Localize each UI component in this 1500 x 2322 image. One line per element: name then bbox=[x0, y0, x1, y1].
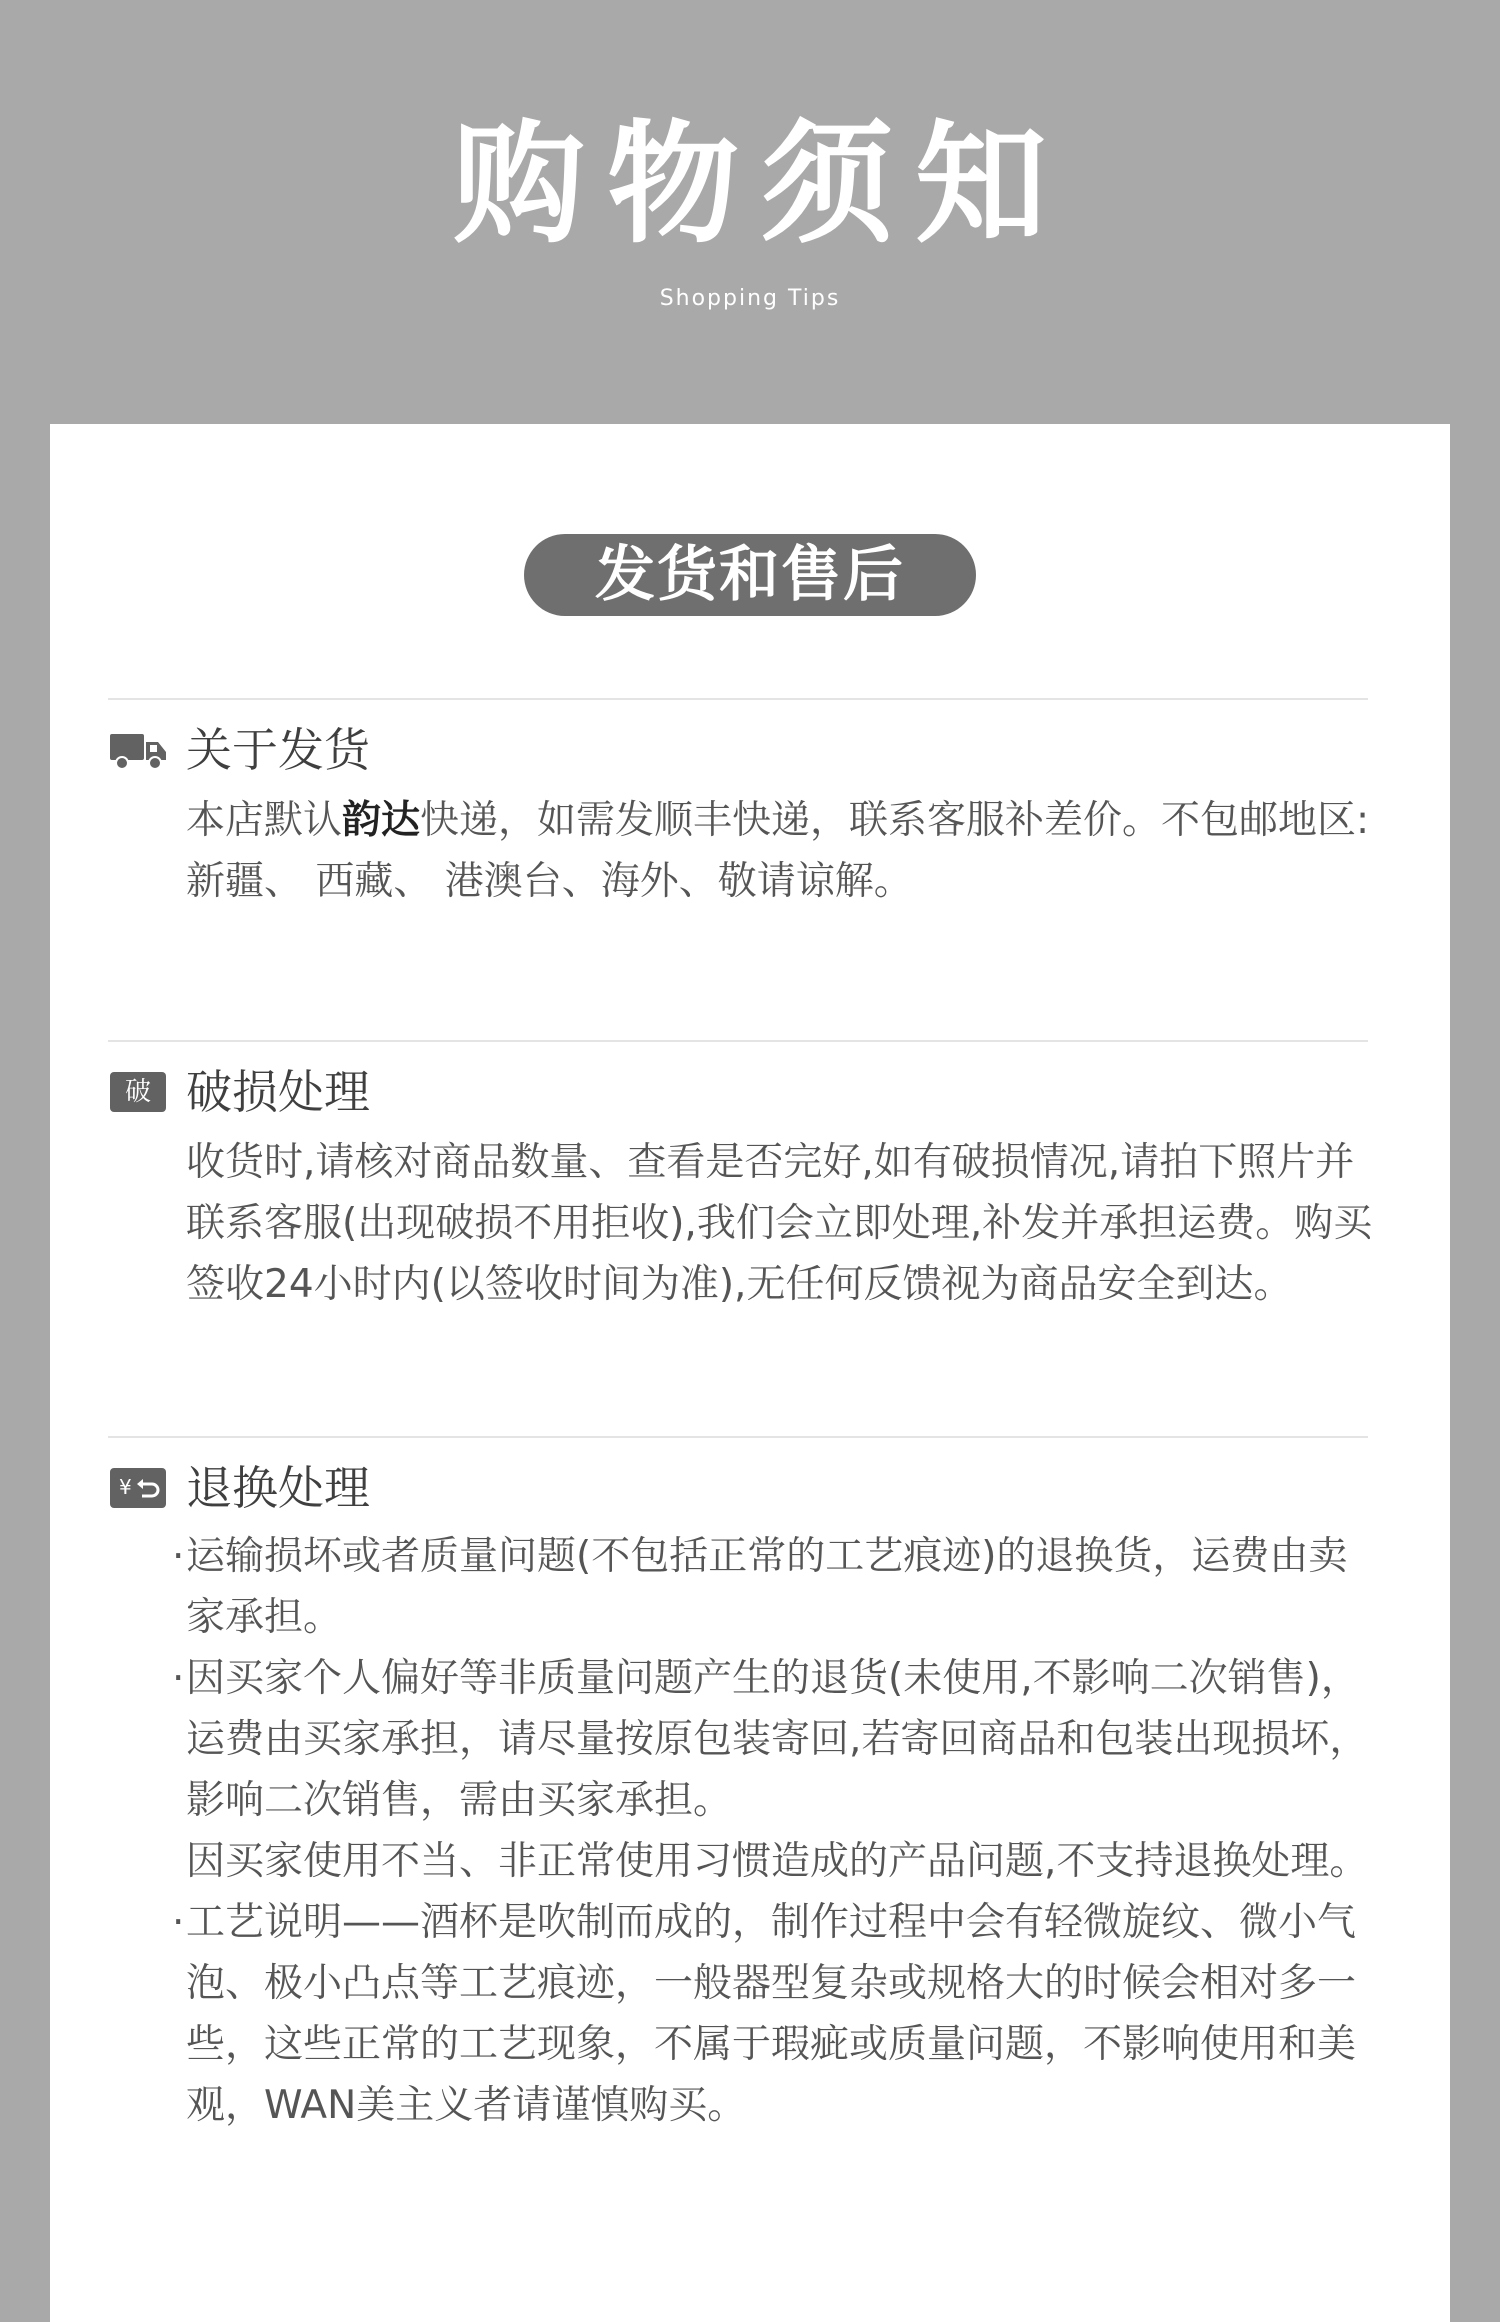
shipping-section bbox=[108, 720, 1398, 912]
shipping-title: 关于发货 bbox=[186, 723, 370, 777]
list-item bbox=[108, 1526, 1386, 1648]
bullet: · bbox=[172, 1534, 185, 1579]
page-header bbox=[0, 0, 1500, 424]
bullet: · bbox=[172, 1900, 185, 1945]
shipping-header bbox=[108, 720, 1398, 780]
returns-section bbox=[108, 1458, 1398, 2136]
list-item-text: 运输损坏或者质量问题(不包括正常的工艺痕迹)的退换货，运费由卖家承担。 bbox=[186, 1534, 1348, 1640]
list-item bbox=[108, 1831, 1386, 1892]
returns-list bbox=[108, 1526, 1398, 2136]
shipping-text-part: 本店默认 bbox=[186, 798, 343, 843]
divider bbox=[108, 1436, 1368, 1438]
damage-badge-icon: 破 bbox=[110, 1072, 166, 1112]
returns-title: 退换处理 bbox=[186, 1461, 370, 1515]
shipping-text bbox=[186, 790, 1386, 912]
list-item-text: 工艺说明——酒杯是吹制而成的，制作过程中会有轻微旋纹、微小气泡、极小凸点等工艺痕迹，一般器型复杂或规格大的时候会相对多一些，这些正常的工艺现象，不属于瑕疵或质量问题，不影响使用和美观，WAN美主义者请谨慎购买。 bbox=[186, 1900, 1357, 2128]
return-arrow-icon bbox=[110, 1468, 166, 1508]
divider bbox=[108, 698, 1368, 700]
delivery-truck-icon bbox=[108, 728, 170, 772]
returns-header bbox=[108, 1458, 1398, 1518]
page-title: 购物须知 bbox=[453, 108, 1069, 262]
info-card bbox=[50, 424, 1450, 2322]
damage-section bbox=[108, 1062, 1398, 1315]
list-item-text: 因买家个人偏好等非质量问题产生的退货(未使用,不影响二次销售)，运费由买家承担，请尽量按原包装寄回,若寄回商品和包装出现损坏，影响二次销售，需由买家承担。 bbox=[186, 1656, 1369, 1823]
yuan-symbol: ¥ bbox=[119, 1475, 132, 1499]
bullet: · bbox=[172, 1656, 185, 1701]
damage-header bbox=[108, 1062, 1398, 1122]
shipping-text-part: 快递，如需发顺丰快递，联系客服补差价。不包邮地区:新疆、 西藏、 港澳台、海外、敬请谅解。 bbox=[186, 798, 1370, 904]
courier-name: 韵达 bbox=[342, 798, 421, 843]
list-item bbox=[108, 1892, 1386, 2136]
page-subtitle: Shopping Tips bbox=[659, 286, 841, 311]
list-item-text: 因买家使用不当、非正常使用习惯造成的产品问题,不支持退换处理。 bbox=[186, 1839, 1369, 1884]
divider bbox=[108, 1040, 1368, 1042]
section-pill-heading: 发货和售后 bbox=[524, 534, 976, 616]
damage-title: 破损处理 bbox=[186, 1065, 370, 1119]
return-money-icon bbox=[110, 1468, 166, 1508]
damage-text: 收货时,请核对商品数量、查看是否完好,如有破损情况,请拍下照片并联系客服(出现破损不用拒收),我们会立即处理,补发并承担运费。购买签收24小时内(以签收时间为准),无任何反馈视为商品安全到达。 bbox=[186, 1140, 1373, 1307]
list-item bbox=[108, 1648, 1386, 1831]
